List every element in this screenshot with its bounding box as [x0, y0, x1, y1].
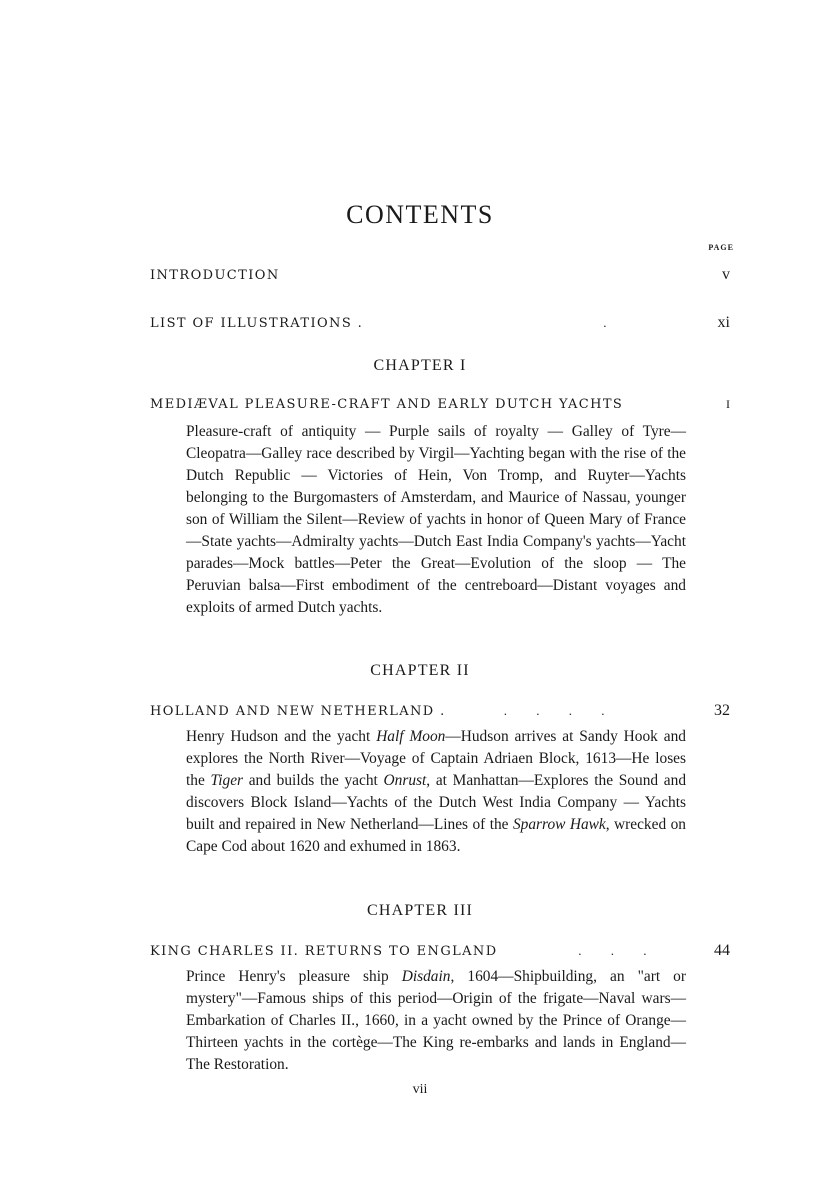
ship-name: Sparrow Hawk	[512, 816, 606, 833]
toc-entry-page: 32	[714, 702, 730, 719]
toc-entry-page: I	[726, 397, 730, 411]
toc-entry-list-of-illustrations[interactable]	[150, 314, 730, 334]
leader-dots: . . .	[503, 943, 647, 958]
toc-entry-chapter-3[interactable]	[150, 942, 730, 962]
chapter-summary-1	[186, 421, 686, 619]
summary-text: Prince Henry's pleasure ship	[186, 968, 402, 985]
toc-entry-label: MEDIÆVAL PLEASURE-CRAFT AND EARLY DUTCH YACHTS	[150, 397, 624, 412]
ship-name: Tiger	[210, 772, 244, 789]
toc-entry-page: xi	[717, 314, 730, 331]
summary-text: , 1604—Shipbuilding, an "art or mystery"—Famous ships of this period—Origin of the frigate—Naval wars—Embarkation of Charles II., 1660, in a yacht owned by the Prince of Orange—Thirteen yachts in the cortège—The King re-embarks and lands in England—The Restoration.	[186, 968, 686, 1073]
page-folio: vii	[412, 1082, 428, 1097]
ship-name: Half Moon	[376, 728, 446, 745]
chapter-heading-3: CHAPTER III	[366, 902, 474, 919]
leader-dots: .	[369, 315, 607, 330]
toc-entry-label: HOLLAND AND NEW NETHERLAND .	[150, 704, 446, 719]
chapter-summary-3	[186, 966, 686, 1076]
summary-text: —Hudson arrives at Sandy Hook and explores the North River—Voyage of Captain Adriaen Block, 1613—He loses the	[186, 728, 686, 789]
toc-entry-chapter-2[interactable]	[150, 702, 730, 722]
ship-name: Disdain	[401, 968, 451, 985]
leader-dots: . . . .	[451, 703, 605, 718]
summary-text: and builds the yacht	[243, 772, 384, 789]
toc-entry-label: INTRODUCTION	[150, 268, 280, 283]
page-column-heading: PAGE	[708, 243, 734, 252]
toc-entry-label: KING CHARLES II. RETURNS TO ENGLAND	[150, 944, 498, 959]
summary-text: , at Manhattan—Explores the Sound and discovers Block Island—Yachts of the Dutch West India Company — Yachts built and repaired in New Netherland—Lines of the	[186, 772, 687, 833]
toc-entry-chapter-1[interactable]	[150, 397, 730, 417]
toc-entry-label: LIST OF ILLUSTRATIONS .	[150, 316, 364, 331]
chapter-heading-1: CHAPTER I	[373, 357, 467, 374]
chapter-summary-2	[186, 726, 686, 858]
summary-text: , wrecked on Cape Cod about 1620 and exhumed in 1863.	[186, 816, 686, 855]
chapter-heading-2: CHAPTER II	[370, 662, 470, 679]
summary-text: Pleasure-craft of antiquity — Purple sails of royalty — Galley of Tyre—Cleopatra—Galley race described by Virgil—Yachting began with the rise of the Dutch Republic — Victories of Hein, Von Tromp, and Ruyter—Yachts belonging to the Burgomasters of Amsterdam, and Maurice of Nassau, younger son of William the Silent—Review of yachts in honor of Queen Mary of France—State yachts—Admiralty yachts—Dutch East India Company's yachts—Yacht parades—Mock battles—Peter the Great—Evolution of the sloop — The Peruvian balsa—First embodiment of the centreboard—Distant voyages and exploits of armed Dutch yachts.	[186, 423, 686, 616]
toc-entry-introduction[interactable]	[150, 266, 730, 286]
toc-entry-page: v	[722, 266, 730, 283]
toc-entry-page: 44	[714, 942, 730, 959]
page-title: CONTENTS	[346, 200, 494, 229]
summary-text: Henry Hudson and the yacht	[186, 728, 377, 745]
ship-name: Onrust	[383, 772, 427, 789]
